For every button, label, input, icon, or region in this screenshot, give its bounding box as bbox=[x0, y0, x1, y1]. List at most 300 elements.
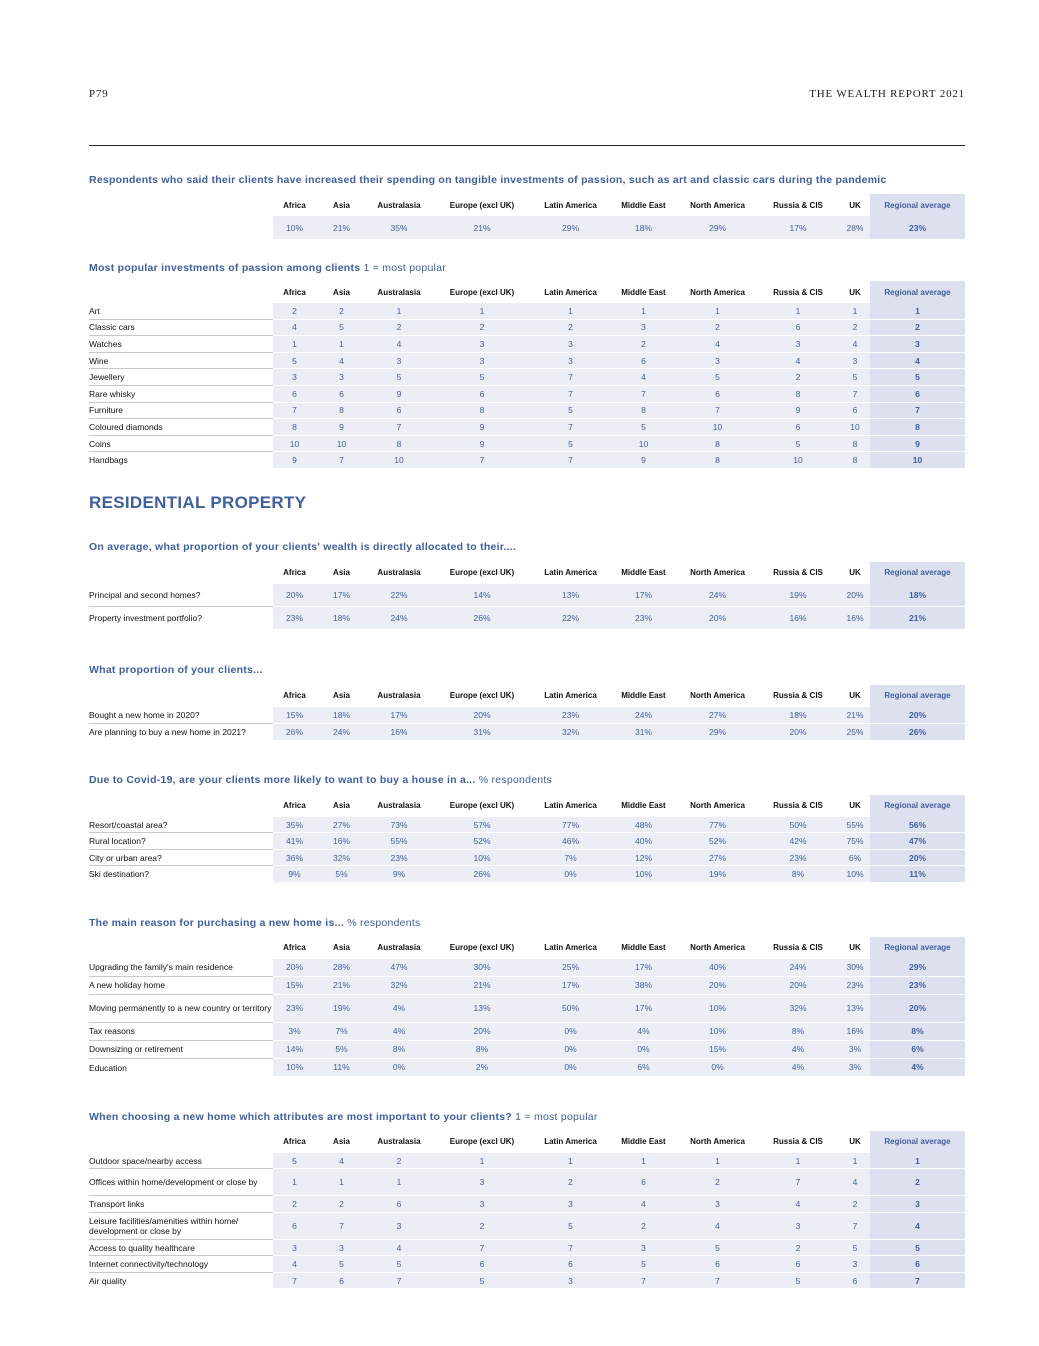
cell-russia-cis: 4 bbox=[756, 1196, 840, 1213]
cell-europe: 3 bbox=[431, 1196, 533, 1213]
cell-africa: 8 bbox=[273, 419, 316, 436]
cell-asia: 17% bbox=[316, 584, 367, 607]
row-label: Moving permanently to a new country or territory bbox=[89, 994, 273, 1022]
cell-russia-cis: 18% bbox=[756, 707, 840, 724]
cell-australasia: 1 bbox=[367, 1169, 431, 1196]
table-row bbox=[89, 817, 965, 833]
cell-asia: 21% bbox=[316, 976, 367, 994]
cell-europe: 52% bbox=[431, 833, 533, 850]
cell-russia-cis: 32% bbox=[756, 994, 840, 1022]
cell-middle-east: 8 bbox=[608, 402, 679, 419]
cell-regional-average: 20% bbox=[870, 707, 965, 724]
row-label-header bbox=[89, 685, 273, 707]
section-heading-residential-property: RESIDENTIAL PROPERTY bbox=[89, 492, 307, 512]
cell-latin-america: 13% bbox=[533, 584, 608, 607]
table-row bbox=[89, 1196, 965, 1213]
cell-uk: 16% bbox=[840, 1022, 870, 1040]
cell-latin-america: 7 bbox=[533, 385, 608, 402]
column-header-russia-cis: Russia & CIS bbox=[773, 200, 823, 210]
column-header-europe: Europe (excl UK) bbox=[449, 1137, 515, 1147]
cell-uk: 3% bbox=[840, 1040, 870, 1058]
cell-north-america: 3 bbox=[679, 352, 756, 369]
row-label: Property investment portfolio? bbox=[89, 606, 273, 629]
cell-uk: 3% bbox=[840, 1058, 870, 1076]
row-label: Outdoor space/nearby access bbox=[89, 1153, 273, 1169]
cell-africa: 41% bbox=[273, 833, 316, 850]
cell-middle-east: 3 bbox=[608, 1239, 679, 1256]
cell-latin-america: 1 bbox=[533, 1153, 608, 1169]
cell-europe: 20% bbox=[431, 707, 533, 724]
cell-africa: 9 bbox=[273, 452, 316, 469]
row-label: Coins bbox=[89, 435, 273, 452]
cell-latin-america: 7 bbox=[533, 1239, 608, 1256]
row-label: Offices within home/development or close by bbox=[89, 1169, 273, 1196]
cell-australasia: 2 bbox=[367, 319, 431, 336]
cell-europe: 21% bbox=[431, 976, 533, 994]
cell-africa: 7 bbox=[273, 1272, 316, 1289]
cell-uk: 6% bbox=[840, 849, 870, 866]
cell-latin-america: 2 bbox=[533, 319, 608, 336]
table-title bbox=[89, 541, 965, 553]
cell-uk: 3 bbox=[840, 1256, 870, 1273]
table-row bbox=[89, 435, 965, 452]
cell-europe: 5 bbox=[431, 369, 533, 386]
table-row bbox=[89, 866, 965, 883]
table-title-text: Most popular investments of passion among clients bbox=[89, 262, 361, 274]
cell-north-america: 4 bbox=[679, 1212, 756, 1239]
cell-middle-east: 17% bbox=[608, 959, 679, 977]
cell-asia: 7 bbox=[316, 452, 367, 469]
cell-australasia: 4 bbox=[367, 336, 431, 353]
column-header-middle-east: Middle East bbox=[621, 568, 666, 578]
column-header-asia: Asia bbox=[333, 287, 350, 297]
cell-australasia: 35% bbox=[367, 216, 431, 240]
cell-north-america: 2 bbox=[679, 1169, 756, 1196]
cell-russia-cis: 23% bbox=[756, 849, 840, 866]
column-header-europe: Europe (excl UK) bbox=[449, 943, 515, 953]
column-header-uk: UK bbox=[849, 801, 861, 811]
cell-north-america: 4 bbox=[679, 336, 756, 353]
cell-north-america: 7 bbox=[679, 402, 756, 419]
cell-middle-east: 9 bbox=[608, 452, 679, 469]
cell-russia-cis: 24% bbox=[756, 959, 840, 977]
cell-africa: 4 bbox=[273, 319, 316, 336]
cell-australasia: 55% bbox=[367, 833, 431, 850]
cell-latin-america: 0% bbox=[533, 1040, 608, 1058]
cell-middle-east: 10% bbox=[608, 866, 679, 883]
cell-uk: 10% bbox=[840, 866, 870, 883]
cell-uk: 16% bbox=[840, 606, 870, 629]
cell-asia: 5% bbox=[316, 1040, 367, 1058]
row-label: Education bbox=[89, 1058, 273, 1076]
row-label-header bbox=[89, 562, 273, 584]
cell-europe: 13% bbox=[431, 994, 533, 1022]
column-header-latin-america: Latin America bbox=[544, 200, 597, 210]
cell-uk: 8 bbox=[840, 452, 870, 469]
cell-north-america: 20% bbox=[679, 606, 756, 629]
table-subtitle: % respondents bbox=[347, 916, 421, 929]
cell-latin-america: 3 bbox=[533, 1196, 608, 1213]
cell-australasia: 6 bbox=[367, 402, 431, 419]
table-row bbox=[89, 1040, 965, 1058]
cell-europe: 30% bbox=[431, 959, 533, 977]
cell-europe: 7 bbox=[431, 1239, 533, 1256]
cell-regional-average: 11% bbox=[870, 866, 965, 883]
cell-australasia: 9 bbox=[367, 385, 431, 402]
section-spending-increase bbox=[89, 174, 965, 240]
cell-europe: 14% bbox=[431, 584, 533, 607]
cell-regional-average: 2 bbox=[870, 1169, 965, 1196]
cell-africa: 10% bbox=[273, 216, 316, 240]
row-label: Rural location? bbox=[89, 833, 273, 850]
cell-north-america: 52% bbox=[679, 833, 756, 850]
cell-uk: 2 bbox=[840, 319, 870, 336]
data-table bbox=[89, 194, 965, 240]
cell-north-america: 8 bbox=[679, 452, 756, 469]
cell-middle-east: 40% bbox=[608, 833, 679, 850]
row-label-header bbox=[89, 194, 273, 216]
cell-europe: 2 bbox=[431, 1212, 533, 1239]
cell-russia-cis: 3 bbox=[756, 336, 840, 353]
cell-africa: 5 bbox=[273, 352, 316, 369]
cell-russia-cis: 2 bbox=[756, 1239, 840, 1256]
cell-uk: 2 bbox=[840, 1196, 870, 1213]
cell-europe: 5 bbox=[431, 1272, 533, 1289]
row-label: Jewellery bbox=[89, 369, 273, 386]
table-row bbox=[89, 419, 965, 436]
column-header-middle-east: Middle East bbox=[621, 1137, 666, 1147]
cell-asia: 28% bbox=[316, 959, 367, 977]
cell-middle-east: 17% bbox=[608, 584, 679, 607]
row-label: Furniture bbox=[89, 402, 273, 419]
cell-north-america: 0% bbox=[679, 1058, 756, 1076]
cell-asia: 6 bbox=[316, 385, 367, 402]
column-header-north-america: North America bbox=[690, 568, 745, 578]
column-header-australasia: Australasia bbox=[377, 1137, 421, 1147]
cell-russia-cis: 20% bbox=[756, 976, 840, 994]
cell-russia-cis: 10 bbox=[756, 452, 840, 469]
table-title bbox=[89, 174, 965, 186]
cell-uk: 10 bbox=[840, 419, 870, 436]
cell-uk: 6 bbox=[840, 402, 870, 419]
cell-australasia: 24% bbox=[367, 606, 431, 629]
cell-latin-america: 1 bbox=[533, 303, 608, 319]
cell-uk: 20% bbox=[840, 584, 870, 607]
cell-africa: 2 bbox=[273, 303, 316, 319]
cell-north-america: 15% bbox=[679, 1040, 756, 1058]
cell-north-america: 19% bbox=[679, 866, 756, 883]
cell-regional-average: 23% bbox=[870, 976, 965, 994]
cell-middle-east: 6 bbox=[608, 1169, 679, 1196]
row-label: City or urban area? bbox=[89, 849, 273, 866]
section-client-proportion bbox=[89, 664, 965, 741]
table-title-text: When choosing a new home which attributes are most important to your clients? bbox=[89, 1110, 512, 1123]
cell-asia: 27% bbox=[316, 817, 367, 833]
cell-uk: 4 bbox=[840, 1169, 870, 1196]
cell-latin-america: 46% bbox=[533, 833, 608, 850]
table-title bbox=[89, 774, 965, 786]
cell-europe: 7 bbox=[431, 452, 533, 469]
data-table bbox=[89, 795, 965, 883]
cell-regional-average: 4 bbox=[870, 352, 965, 369]
cell-regional-average: 20% bbox=[870, 994, 965, 1022]
cell-europe: 2 bbox=[431, 319, 533, 336]
row-label: Air quality bbox=[89, 1272, 273, 1289]
cell-europe: 21% bbox=[431, 216, 533, 240]
cell-uk: 6 bbox=[840, 1272, 870, 1289]
cell-asia: 18% bbox=[316, 606, 367, 629]
column-header-north-america: North America bbox=[690, 691, 745, 701]
publication-title: THE WEALTH REPORT 2021 bbox=[809, 88, 965, 100]
column-header-north-america: North America bbox=[690, 1137, 745, 1147]
column-header-middle-east: Middle East bbox=[621, 200, 666, 210]
cell-asia: 1 bbox=[316, 1169, 367, 1196]
row-label: Rare whisky bbox=[89, 385, 273, 402]
cell-russia-cis: 8% bbox=[756, 1022, 840, 1040]
cell-regional-average: 3 bbox=[870, 336, 965, 353]
table-row bbox=[89, 452, 965, 469]
table-title-text: What proportion of your clients... bbox=[89, 663, 263, 676]
cell-russia-cis: 5 bbox=[756, 1272, 840, 1289]
column-header-regional-average: Regional average bbox=[870, 1131, 965, 1153]
cell-russia-cis: 9 bbox=[756, 402, 840, 419]
cell-regional-average: 20% bbox=[870, 849, 965, 866]
page-number: P79 bbox=[89, 88, 109, 100]
row-label: Upgrading the family's main residence bbox=[89, 959, 273, 977]
cell-latin-america: 3 bbox=[533, 336, 608, 353]
cell-russia-cis: 4% bbox=[756, 1040, 840, 1058]
row-label: Leisure facilities/amenities within home/ development or close by bbox=[89, 1212, 273, 1239]
cell-europe: 6 bbox=[431, 1256, 533, 1273]
cell-australasia: 2 bbox=[367, 1153, 431, 1169]
column-header-latin-america: Latin America bbox=[544, 1137, 597, 1147]
cell-north-america: 10% bbox=[679, 994, 756, 1022]
cell-middle-east: 7 bbox=[608, 385, 679, 402]
cell-russia-cis: 2 bbox=[756, 369, 840, 386]
cell-europe: 3 bbox=[431, 1169, 533, 1196]
cell-europe: 3 bbox=[431, 352, 533, 369]
cell-africa: 6 bbox=[273, 385, 316, 402]
cell-russia-cis: 6 bbox=[756, 419, 840, 436]
table-title bbox=[89, 1111, 965, 1123]
table-row bbox=[89, 976, 965, 994]
table-row bbox=[89, 1212, 965, 1239]
cell-regional-average: 8 bbox=[870, 419, 965, 436]
cell-asia: 16% bbox=[316, 833, 367, 850]
cell-uk: 5 bbox=[840, 1239, 870, 1256]
cell-africa: 10 bbox=[273, 435, 316, 452]
cell-middle-east: 1 bbox=[608, 303, 679, 319]
cell-asia: 2 bbox=[316, 1196, 367, 1213]
cell-regional-average: 1 bbox=[870, 1153, 965, 1169]
cell-latin-america: 7 bbox=[533, 419, 608, 436]
cell-middle-east: 0% bbox=[608, 1040, 679, 1058]
data-table bbox=[89, 281, 965, 469]
row-label: Art bbox=[89, 303, 273, 319]
column-header-russia-cis: Russia & CIS bbox=[773, 1137, 823, 1147]
column-header-uk: UK bbox=[849, 691, 861, 701]
cell-uk: 7 bbox=[840, 385, 870, 402]
cell-uk: 3 bbox=[840, 352, 870, 369]
cell-africa: 26% bbox=[273, 723, 316, 740]
cell-regional-average: 5 bbox=[870, 1239, 965, 1256]
column-header-regional-average: Regional average bbox=[870, 194, 965, 216]
column-header-africa: Africa bbox=[283, 200, 306, 210]
cell-middle-east: 1 bbox=[608, 1153, 679, 1169]
cell-latin-america: 7 bbox=[533, 452, 608, 469]
table-row bbox=[89, 319, 965, 336]
cell-africa: 3% bbox=[273, 1022, 316, 1040]
cell-asia: 11% bbox=[316, 1058, 367, 1076]
row-label: Internet connectivity/technology bbox=[89, 1256, 273, 1273]
column-header-asia: Asia bbox=[333, 568, 350, 578]
column-header-australasia: Australasia bbox=[377, 691, 421, 701]
table-title bbox=[89, 262, 965, 274]
cell-africa: 4 bbox=[273, 1256, 316, 1273]
row-label: Tax reasons bbox=[89, 1022, 273, 1040]
column-header-uk: UK bbox=[849, 568, 861, 578]
column-header-north-america: North America bbox=[690, 801, 745, 811]
cell-north-america: 5 bbox=[679, 369, 756, 386]
cell-africa: 1 bbox=[273, 336, 316, 353]
column-header-australasia: Australasia bbox=[377, 200, 421, 210]
table-row bbox=[89, 833, 965, 850]
cell-north-america: 20% bbox=[679, 976, 756, 994]
cell-north-america: 29% bbox=[679, 723, 756, 740]
cell-middle-east: 38% bbox=[608, 976, 679, 994]
cell-asia: 7 bbox=[316, 1212, 367, 1239]
cell-latin-america: 17% bbox=[533, 976, 608, 994]
cell-north-america: 27% bbox=[679, 849, 756, 866]
cell-latin-america: 25% bbox=[533, 959, 608, 977]
cell-asia: 5 bbox=[316, 319, 367, 336]
cell-australasia: 4 bbox=[367, 1239, 431, 1256]
table-row bbox=[89, 1022, 965, 1040]
cell-uk: 75% bbox=[840, 833, 870, 850]
cell-australasia: 17% bbox=[367, 707, 431, 724]
cell-regional-average: 56% bbox=[870, 817, 965, 833]
row-label-header bbox=[89, 795, 273, 817]
cell-latin-america: 0% bbox=[533, 866, 608, 883]
column-header-regional-average: Regional average bbox=[870, 795, 965, 817]
cell-asia: 18% bbox=[316, 707, 367, 724]
cell-russia-cis: 17% bbox=[756, 216, 840, 240]
column-header-australasia: Australasia bbox=[377, 568, 421, 578]
cell-middle-east: 31% bbox=[608, 723, 679, 740]
cell-australasia: 10 bbox=[367, 452, 431, 469]
cell-australasia: 8% bbox=[367, 1040, 431, 1058]
column-header-north-america: North America bbox=[690, 287, 745, 297]
cell-europe: 3 bbox=[431, 336, 533, 353]
cell-africa: 6 bbox=[273, 1212, 316, 1239]
cell-australasia: 32% bbox=[367, 976, 431, 994]
cell-uk: 1 bbox=[840, 303, 870, 319]
column-header-latin-america: Latin America bbox=[544, 568, 597, 578]
cell-north-america: 77% bbox=[679, 817, 756, 833]
cell-asia: 2 bbox=[316, 303, 367, 319]
cell-europe: 2% bbox=[431, 1058, 533, 1076]
column-header-russia-cis: Russia & CIS bbox=[773, 801, 823, 811]
table-row bbox=[89, 1272, 965, 1289]
cell-russia-cis: 6 bbox=[756, 319, 840, 336]
row-label: Watches bbox=[89, 336, 273, 353]
cell-north-america: 1 bbox=[679, 303, 756, 319]
row-label: Transport links bbox=[89, 1196, 273, 1213]
cell-africa: 5 bbox=[273, 1153, 316, 1169]
cell-africa: 15% bbox=[273, 976, 316, 994]
cell-europe: 26% bbox=[431, 866, 533, 883]
column-header-europe: Europe (excl UK) bbox=[449, 801, 515, 811]
cell-regional-average: 4% bbox=[870, 1058, 965, 1076]
cell-russia-cis: 1 bbox=[756, 1153, 840, 1169]
cell-australasia: 8 bbox=[367, 435, 431, 452]
cell-latin-america: 23% bbox=[533, 707, 608, 724]
cell-middle-east: 18% bbox=[608, 216, 679, 240]
column-header-regional-average: Regional average bbox=[870, 685, 965, 707]
table-row bbox=[89, 1153, 965, 1169]
cell-africa: 1 bbox=[273, 1169, 316, 1196]
cell-africa: 20% bbox=[273, 959, 316, 977]
column-header-asia: Asia bbox=[333, 200, 350, 210]
cell-uk: 4 bbox=[840, 336, 870, 353]
cell-north-america: 10 bbox=[679, 419, 756, 436]
cell-regional-average: 10 bbox=[870, 452, 965, 469]
cell-middle-east: 4 bbox=[608, 1196, 679, 1213]
cell-regional-average: 5 bbox=[870, 369, 965, 386]
table-row bbox=[89, 959, 965, 977]
cell-europe: 6 bbox=[431, 385, 533, 402]
column-header-africa: Africa bbox=[283, 1137, 306, 1147]
cell-russia-cis: 16% bbox=[756, 606, 840, 629]
cell-middle-east: 17% bbox=[608, 994, 679, 1022]
column-header-europe: Europe (excl UK) bbox=[449, 287, 515, 297]
cell-middle-east: 3 bbox=[608, 319, 679, 336]
cell-asia: 6 bbox=[316, 1272, 367, 1289]
table-row bbox=[89, 1239, 965, 1256]
section-purchase-reason bbox=[89, 917, 965, 1077]
column-header-north-america: North America bbox=[690, 943, 745, 953]
cell-regional-average: 26% bbox=[870, 723, 965, 740]
cell-north-america: 8 bbox=[679, 435, 756, 452]
cell-europe: 31% bbox=[431, 723, 533, 740]
column-header-russia-cis: Russia & CIS bbox=[773, 568, 823, 578]
table-row bbox=[89, 352, 965, 369]
cell-latin-america: 0% bbox=[533, 1022, 608, 1040]
column-header-africa: Africa bbox=[283, 287, 306, 297]
table-row bbox=[89, 606, 965, 629]
cell-europe: 20% bbox=[431, 1022, 533, 1040]
cell-australasia: 6 bbox=[367, 1196, 431, 1213]
row-label-header bbox=[89, 281, 273, 303]
cell-australasia: 7 bbox=[367, 1272, 431, 1289]
column-header-latin-america: Latin America bbox=[544, 691, 597, 701]
row-label-header bbox=[89, 1131, 273, 1153]
cell-europe: 1 bbox=[431, 1153, 533, 1169]
column-header-regional-average: Regional average bbox=[870, 937, 965, 959]
section-wealth-allocation bbox=[89, 541, 965, 630]
column-header-middle-east: Middle East bbox=[621, 801, 666, 811]
column-header-europe: Europe (excl UK) bbox=[449, 691, 515, 701]
cell-latin-america: 2 bbox=[533, 1169, 608, 1196]
cell-north-america: 7 bbox=[679, 1272, 756, 1289]
column-header-latin-america: Latin America bbox=[544, 801, 597, 811]
cell-asia: 4 bbox=[316, 1153, 367, 1169]
cell-middle-east: 6 bbox=[608, 352, 679, 369]
cell-regional-average: 7 bbox=[870, 1272, 965, 1289]
cell-africa: 36% bbox=[273, 849, 316, 866]
cell-regional-average: 7 bbox=[870, 402, 965, 419]
table-title-text: Due to Covid-19, are your clients more likely to want to buy a house in a... bbox=[89, 773, 476, 786]
